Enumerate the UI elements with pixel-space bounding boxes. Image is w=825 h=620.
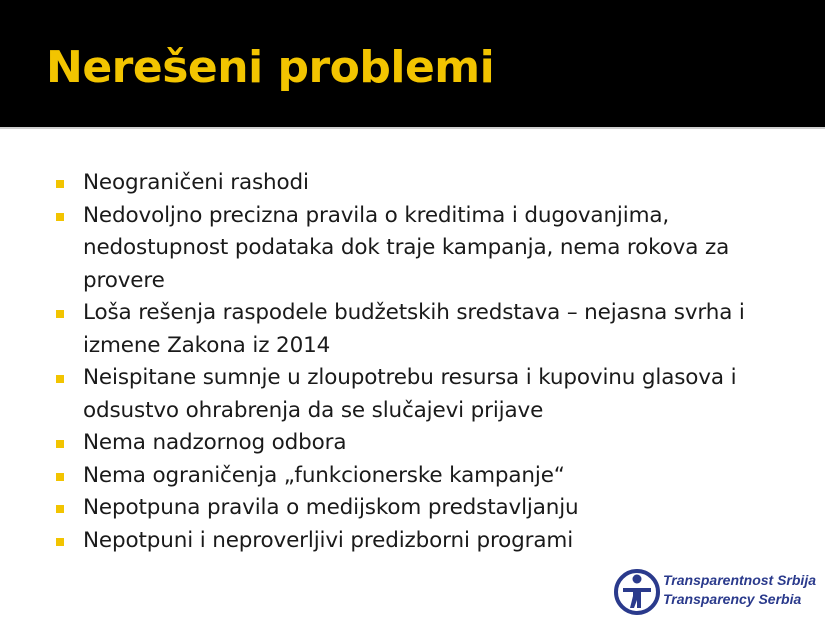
square-bullet-icon bbox=[56, 180, 64, 188]
bullet-item bbox=[56, 525, 756, 558]
bullet-item bbox=[56, 200, 756, 298]
bullet-item bbox=[56, 460, 756, 493]
bullet-list bbox=[56, 167, 756, 557]
square-bullet-icon bbox=[56, 440, 64, 448]
bullet-item bbox=[56, 167, 756, 200]
transparency-person-icon bbox=[613, 566, 661, 618]
bullet-text: Neograničeni rashodi bbox=[83, 170, 309, 195]
bullet-text: Nepotpuni i neproverljivi predizborni programi bbox=[83, 527, 574, 553]
bullet-item bbox=[56, 362, 756, 427]
bullet-text: Loša rešenja raspodele budžetskih sredstava – nejasna svrha i izmene Zakona iz 2014 bbox=[83, 300, 745, 358]
square-bullet-icon bbox=[56, 473, 64, 481]
bullet-text: Nema nadzornog odbora bbox=[83, 430, 347, 455]
bullet-text: Nepotpuna pravila o medijskom predstavljanju bbox=[83, 495, 579, 520]
square-bullet-icon bbox=[56, 505, 64, 513]
bullet-item bbox=[56, 297, 756, 362]
bullet-item bbox=[56, 492, 756, 525]
square-bullet-icon bbox=[56, 213, 64, 221]
logo-line-2: Transparency Serbia bbox=[663, 591, 802, 607]
logo-text bbox=[663, 571, 816, 609]
transparency-serbia-logo bbox=[613, 566, 823, 618]
logo-line-1: Transparentnost Srbija bbox=[663, 572, 817, 588]
square-bullet-icon bbox=[56, 538, 64, 546]
square-bullet-icon bbox=[56, 310, 64, 318]
bullet-text: Neispitane sumnje u zloupotrebu resursa i kupovinu glasova i odsustvo ohrabrenja da se slučajevi prijave bbox=[83, 365, 737, 423]
square-bullet-icon bbox=[56, 375, 64, 383]
title-bar bbox=[0, 0, 825, 129]
slide-title: Nerešeni problemi bbox=[46, 42, 495, 93]
bullet-text: Nema ograničenja „funkcionerske kampanje“ bbox=[83, 462, 565, 488]
bullet-item bbox=[56, 427, 756, 460]
bullet-text: Nedovoljno precizna pravila o kreditima i dugovanjima, nedostupnost podataka dok traje kampanja, nema rokova za provere bbox=[83, 202, 730, 293]
